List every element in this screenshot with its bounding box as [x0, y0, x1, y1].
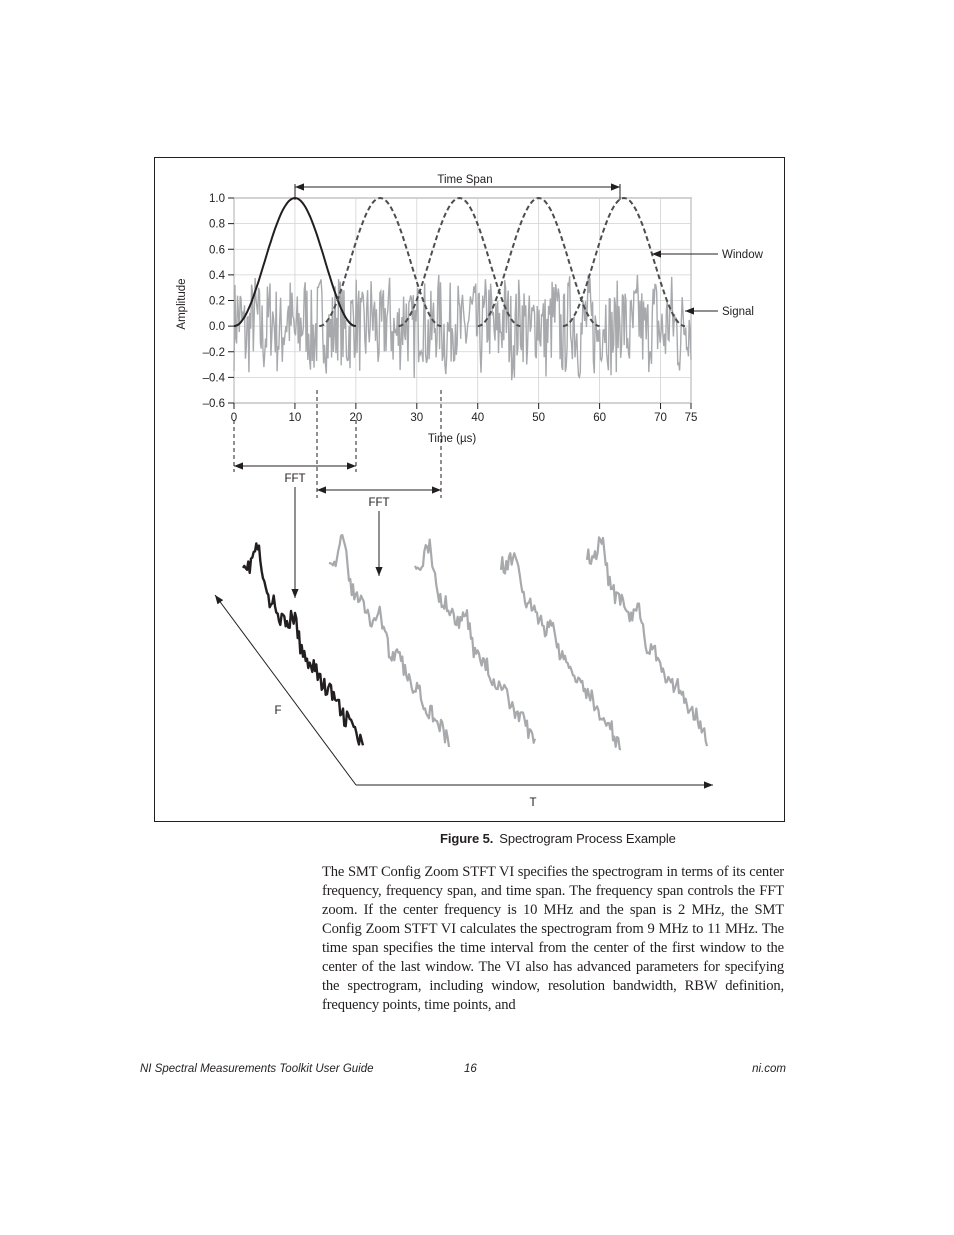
- y-tick-label: –0.2: [202, 346, 225, 359]
- y-tick-label: 0.4: [209, 269, 225, 282]
- figure-frame: [154, 157, 785, 822]
- y-tick-label: 0.0: [209, 321, 225, 334]
- spectra-traces: [243, 535, 707, 749]
- time-axis-label: T: [529, 797, 537, 809]
- y-tick-label: 0.6: [209, 244, 225, 257]
- y-tick-label: 0.8: [209, 218, 225, 231]
- y-axis-ticks: [203, 193, 234, 410]
- body-paragraph: The SMT Config Zoom STFT VI specifies the spectrogram in terms of its center frequency, frequency span, and time span. The frequency span controls the FFT zoom. If the center frequency is 10 MHz and the span is 2 MHz, the SMT Config Zoom STFT VI calculates the spectrogram from 9 MHz to 11 MHz. The time span specifies the time interval from the center of the first window to the center of the last window. The VI also has advanced parameters for specifying the spectrogram, including window, resolution bandwidth, RBW definition, frequency points, time points, and: [322, 864, 784, 1013]
- spectrum-trace: [243, 543, 363, 745]
- figure-title: Spectrogram Process Example: [499, 831, 676, 846]
- figure-number: Figure 5.: [440, 831, 494, 846]
- y-axis-label: Amplitude: [176, 278, 188, 330]
- x-tick-label: 30: [410, 412, 424, 424]
- frequency-axis-label: F: [274, 705, 282, 717]
- figure-caption: [440, 831, 676, 846]
- y-tick-label: 0.2: [209, 295, 225, 308]
- spectrogram-figure: [155, 158, 786, 823]
- footer-website: ni.com: [752, 1063, 786, 1075]
- fft-2-label: FFT: [368, 497, 390, 509]
- x-tick-label: 75: [684, 412, 698, 424]
- fft-guides: [234, 390, 441, 498]
- x-tick-label: 40: [471, 412, 485, 424]
- footer-guide-title: NI Spectral Measurements Toolkit User Guide: [140, 1063, 374, 1075]
- x-tick-label: 70: [654, 412, 667, 424]
- x-axis-ticks: [231, 403, 698, 424]
- x-tick-label: 60: [593, 412, 606, 424]
- x-axis-label: Time (µs): [427, 433, 477, 445]
- window-callout-label: Window: [722, 249, 763, 261]
- footer-page-number: 16: [464, 1063, 477, 1075]
- y-tick-label: –0.4: [202, 372, 225, 385]
- x-tick-label: 50: [532, 412, 546, 424]
- time-span-label: Time Span: [437, 174, 493, 186]
- y-tick-label: –0.6: [202, 398, 225, 410]
- spectrum-trace: [587, 537, 707, 746]
- signal-callout-label: Signal: [722, 306, 754, 318]
- y-tick-label: 1.0: [209, 193, 225, 205]
- x-tick-label: 10: [288, 412, 302, 424]
- x-tick-label: 20: [349, 412, 363, 424]
- x-tick-label: 0: [230, 412, 238, 424]
- fft-1-label: FFT: [284, 473, 306, 485]
